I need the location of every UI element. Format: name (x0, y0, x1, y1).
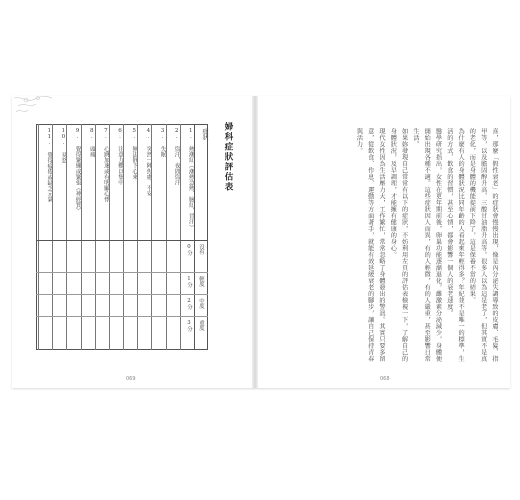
body-text (282, 128, 500, 368)
symptom-item: 7. 心跳加速或有明顯心悸 (95, 124, 109, 350)
symptom-item: 6. 注意力難以集中 (109, 124, 123, 350)
symptom-assessment-table (36, 124, 208, 350)
score-row-divider-2 (36, 316, 208, 317)
book-gutter (252, 96, 258, 388)
score-level-label: 沒有 (198, 244, 204, 255)
score-level-label: 輕度 (198, 276, 204, 287)
symptom-header: 症狀 (194, 124, 208, 350)
symptom-item: 10. 易怒 (52, 124, 66, 350)
symptom-item: 5. 無法靜下心來 (123, 124, 137, 350)
symptom-item: 3. 失眠 (151, 124, 165, 350)
score-points-label: 3分 (186, 320, 192, 332)
body-paragraph: 醫學研究指出，女性在更年期前後，卵巢功能逐漸退化，雌激素分泌減少，身體便開始出現各種不適。這些症狀因人而異，有的人輕微，有的人嚴重，甚至影響日常生活。 (411, 128, 442, 362)
right-page-number: 068 (380, 376, 390, 382)
table-divider (36, 240, 208, 241)
left-page-number: 069 (126, 376, 136, 382)
score-points-label: 2分 (186, 298, 192, 310)
body-paragraph: 為什麼有人的身體狀況比同年齡的人看起來年輕得多？年紀並不是唯一的標準，生活的方式、飲食的習慣，甚至心情，都會影響一個人的衰老速度。 (445, 128, 465, 362)
score-row-divider-0 (36, 272, 208, 273)
page-title: 婦科症狀評估表 (223, 122, 233, 192)
symptom-item: 9. 覺得緊繃或緊張（神經質） (66, 124, 80, 350)
body-paragraph: 現代女性因為生活壓力大，工作繁忙，常常忽略了身體發出的警訊。其實只要多留意，從飲食、作息、運動等方面著手，就能有效延緩衰老的腳步，讓自己保持青春與活力。 (355, 128, 386, 362)
body-paragraph: 喜，那麼「假性衰老」的症狀會慢慢出現，像是內分泌失調導致的皮膚、毛髮、指甲等，以及膽固醇升高、三酸甘油脂升高等。很多人以為這是老了，但其實不是真的老化，而是身體的機能提前下降了，這是保養不當的結果。 (468, 128, 498, 362)
score-level-label: 重度 (198, 320, 204, 331)
score-row-divider-1 (36, 294, 208, 295)
symptom-item: 4. 突然一陣焦慮，不安 (137, 124, 151, 350)
symptom-item: 1. 熱潮紅（潮熱急熱、臉紅、冒汗） (180, 124, 194, 350)
score-points-label: 0分 (186, 244, 192, 256)
symptom-item: 11. 覺得疲倦或缺乏元氣 (38, 124, 52, 350)
body-paragraph: 如果妳發現自己常常有以下的症狀，不妨利用左頁的評估表檢視一下，了解自己的身體狀況，及早調理，才能擁有健康的身心。 (389, 128, 408, 362)
score-points-label: 1分 (186, 276, 192, 288)
symptom-item: 2. 盜汗，夜間盜汗 (166, 124, 180, 350)
symptom-item: 8. 頭痛 (81, 124, 95, 350)
score-level-label: 中度 (198, 298, 204, 309)
